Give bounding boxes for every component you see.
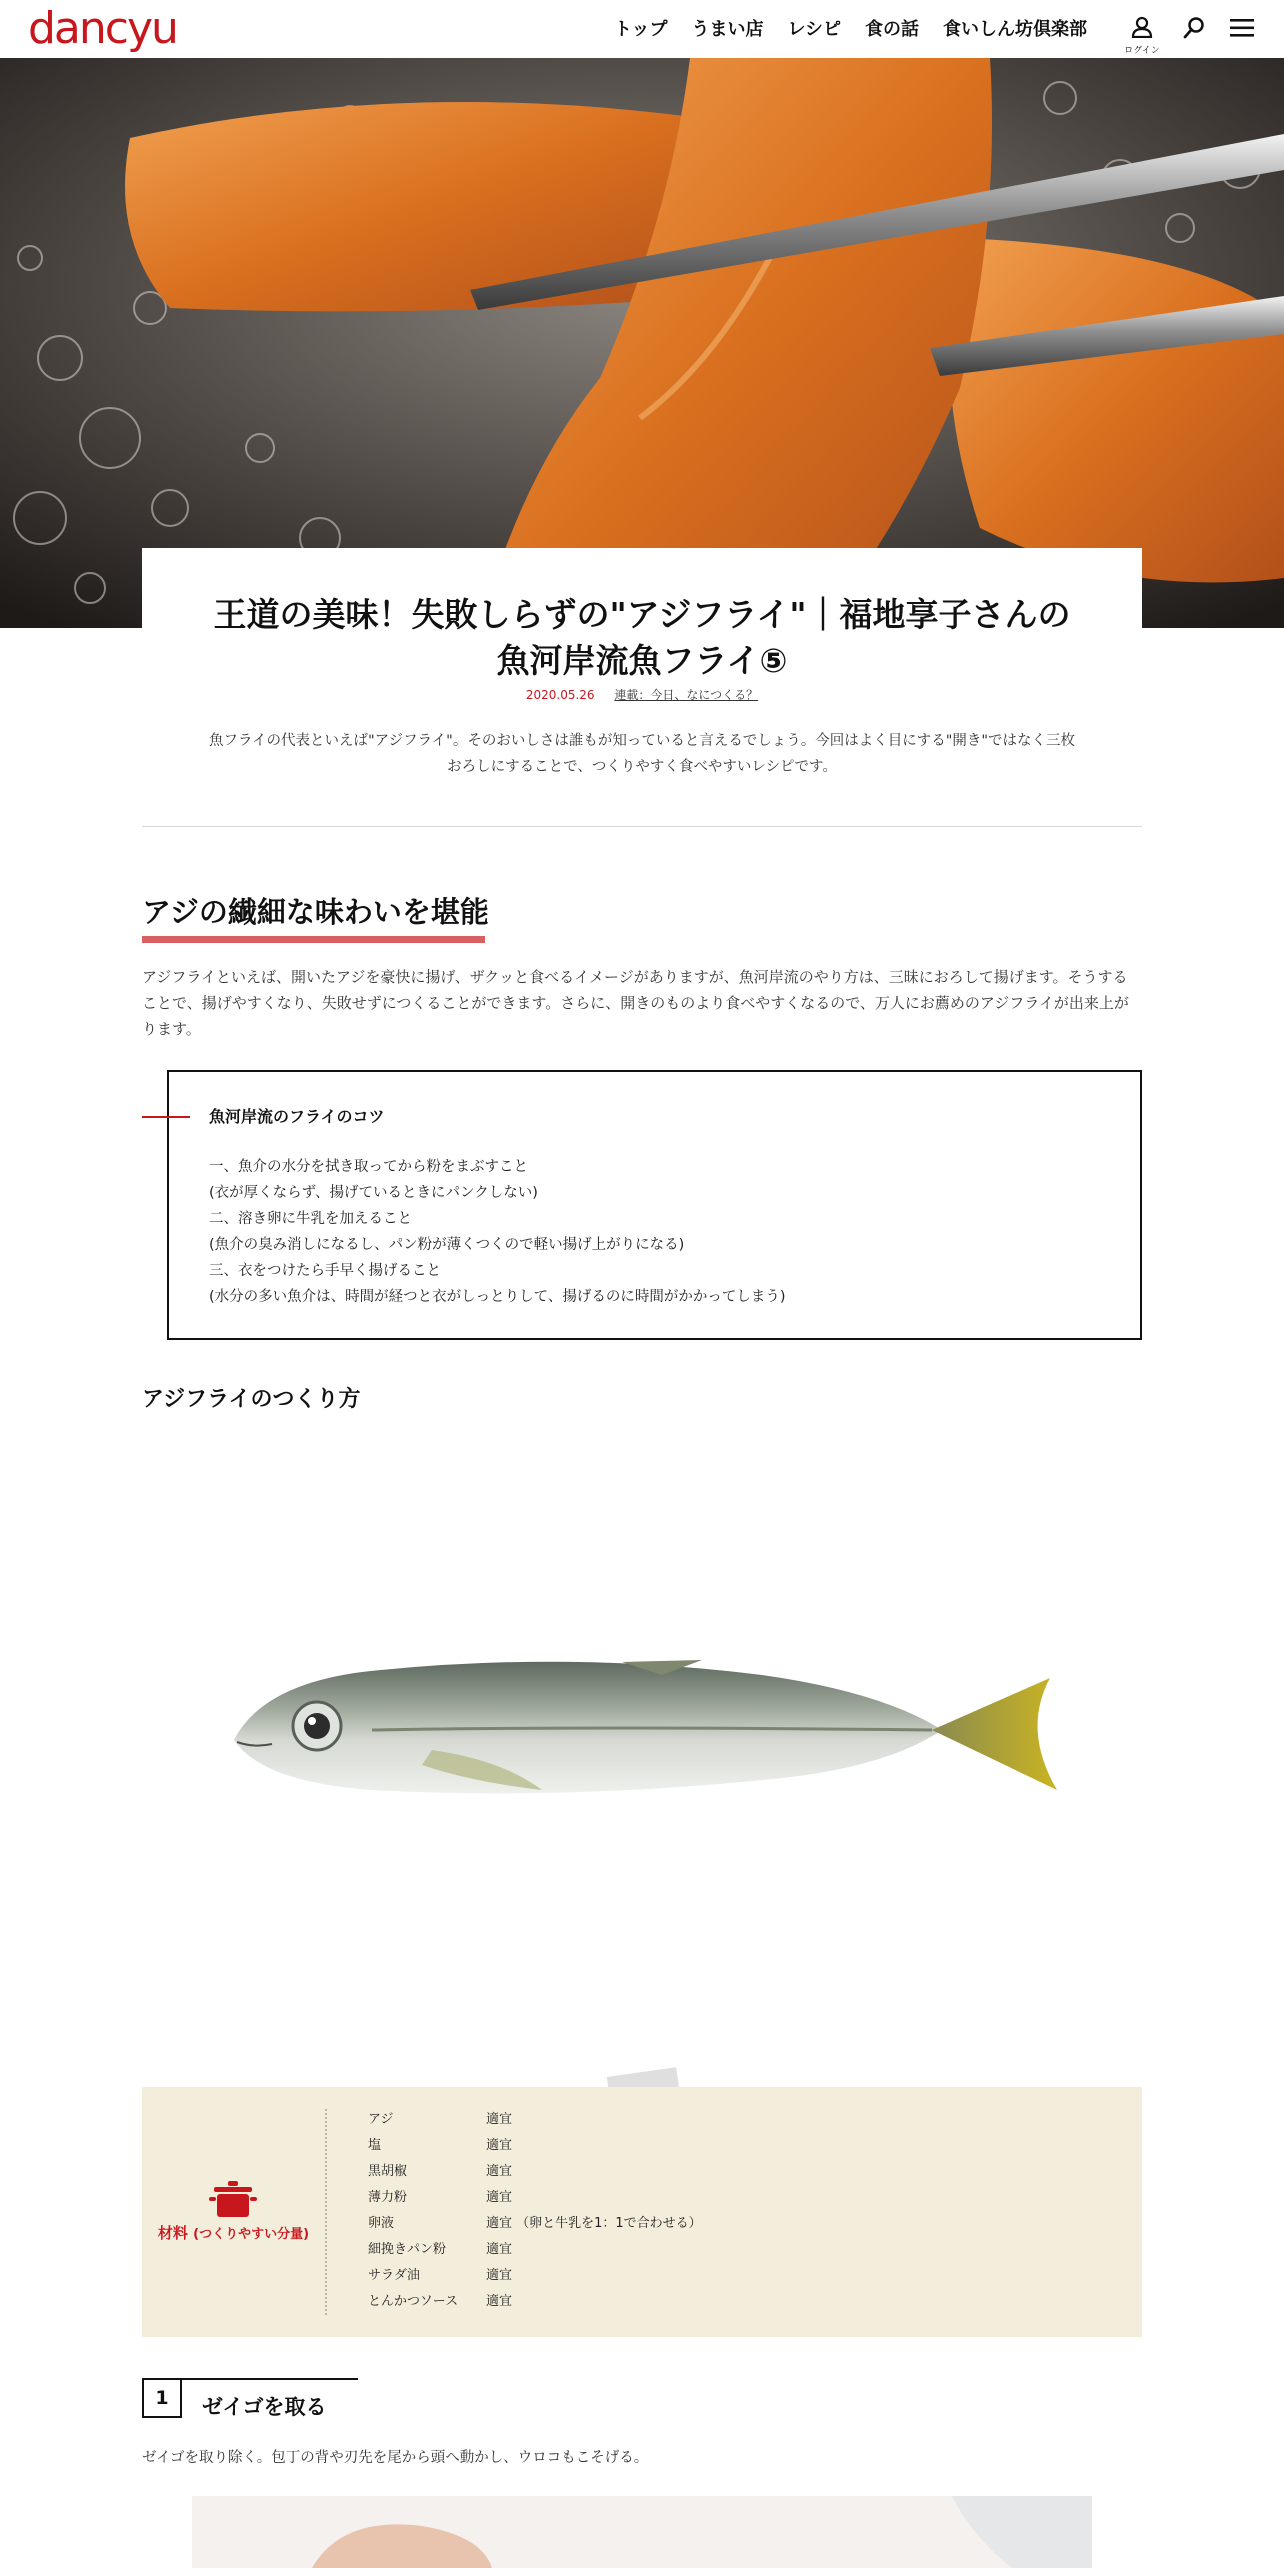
step-photo-image [192, 2496, 1092, 2568]
ingredient-qty: 適宜 [486, 2138, 513, 2153]
publish-date: 2020.05.26 [525, 688, 595, 702]
ingredient-row [368, 2289, 702, 2315]
ingredient-row [368, 2107, 702, 2133]
lead-line-1: 魚フライの代表といえば"アジフライ"。そのおいしさは誰もが知っていると言えるでしょう。今回はよく目にする"開き"ではなく三枚 [208, 733, 1076, 749]
login-label: ログイン [1124, 46, 1160, 56]
menu-button[interactable] [1230, 18, 1254, 42]
pot-icon [208, 2179, 258, 2219]
lead-paragraph [188, 728, 1096, 780]
ingredient-name: サラダ油 [368, 2268, 420, 2283]
nav-item-food-stories[interactable]: 食の話 [865, 19, 920, 40]
ingredients-label [142, 2222, 325, 2243]
lead-line-2: おろしにすることで、つくりやすく食べやすいレシピです。 [447, 759, 837, 775]
hamburger-menu-icon [1230, 18, 1254, 38]
ingredients-label-area [142, 2087, 325, 2337]
title-card [142, 548, 1142, 698]
series-link[interactable]: 連載：今日、なにつくる？ [614, 688, 759, 702]
ingredients-table [368, 2107, 702, 2315]
tip-item: 一、魚介の水分を拭き取ってから粉をまぶすこと [209, 1159, 528, 1175]
step-header-line [182, 2378, 358, 2380]
section-heading: アジの繊細な味わいを堪能 [142, 895, 489, 929]
ingredient-qty: 適宜 [486, 2294, 513, 2309]
step-title: ゼイゴを取る [202, 2395, 327, 2419]
hero-photo [0, 58, 1284, 628]
site-header [0, 0, 1284, 58]
nav-item-recipes[interactable]: レシピ [787, 19, 842, 40]
tip-item: 三、衣をつけたら手早く揚げること [209, 1263, 441, 1279]
ingredient-qty: 適宜 [486, 2190, 513, 2205]
nav-item-top[interactable]: トップ [614, 19, 668, 40]
ingredient-name: 黒胡椒 [368, 2164, 408, 2179]
article-meta [0, 686, 1284, 703]
tip-item: (衣が厚くならず、揚げているときにパンクしない) [209, 1185, 538, 1201]
divider [142, 826, 1142, 827]
ingredient-name: アジ [368, 2112, 394, 2127]
ingredient-qty: 適宜 （卵と牛乳を1：1で合わせる） [486, 2216, 702, 2231]
horse-mackerel-image [142, 1430, 1142, 2070]
ingredients-box [142, 2087, 1142, 2337]
ingredient-name: 薄力粉 [368, 2190, 408, 2205]
step-photo [192, 2496, 1092, 2568]
ingredient-row [368, 2263, 702, 2289]
login-button[interactable] [1122, 16, 1162, 56]
search-icon [1182, 16, 1206, 40]
section-body-line-1: アジフライといえば、開いたアジを豪快に揚げ、ザクッと食べるイメージがありますが、魚河岸流のやり方は、三昧におろして揚げます。そうする [142, 968, 1128, 986]
tip-item: (魚介の臭み消しになるし、パン粉が薄くつくので軽い揚げ上がりになる) [209, 1237, 685, 1253]
tips-list [209, 1154, 786, 1310]
tips-accent-line [142, 1116, 190, 1118]
section-body [142, 964, 1142, 1042]
ingredients-separator [325, 2109, 327, 2315]
section-body-line-2: ことで、揚げやすくなり、失敗せずにつくることができます。さらに、開きのものより食べやすくなるので、万人にお薦めのアジフライが出来上が [142, 994, 1129, 1012]
ingredient-name: 卵液 [368, 2216, 395, 2231]
nav-item-club[interactable]: 食いしん坊倶楽部 [943, 19, 1088, 40]
ingredient-qty: 適宜 [486, 2112, 513, 2127]
step-text: ゼイゴを取り除く。包丁の背や刃先を尾から頭へ動かし、ウロコもこそげる。 [142, 2450, 649, 2466]
ingredient-row [368, 2185, 702, 2211]
logo[interactable]: dancyu [28, 3, 177, 54]
howto-heading: アジフライのつくり方 [142, 1387, 361, 1412]
main-nav [614, 16, 1111, 44]
page-title [142, 592, 1142, 684]
fried-fish-in-oil-image [0, 58, 1284, 628]
ingredient-name: とんかつソース [368, 2294, 459, 2309]
user-icon [1131, 16, 1153, 38]
ingredient-row [368, 2133, 702, 2159]
ingredients-title: 材料 [157, 2224, 188, 2242]
page-title-line-1: 王道の美味！失敗しらずの"アジフライ"｜福地享子さんの [213, 595, 1071, 634]
ingredient-row [368, 2211, 702, 2237]
section-body-line-3: ります。 [142, 1020, 201, 1038]
tips-title: 魚河岸流のフライのコツ [209, 1107, 385, 1126]
nav-item-restaurants[interactable]: うまい店 [691, 19, 764, 40]
tip-item: (水分の多い魚介は、時間が経つと衣がしっとりして、揚げるのに時間がかかってしまう) [209, 1289, 786, 1305]
ingredient-qty: 適宜 [486, 2268, 513, 2283]
horse-mackerel-photo [142, 1430, 1142, 2070]
ingredient-name: 塩 [368, 2138, 382, 2153]
ingredient-row [368, 2237, 702, 2263]
section-heading-underline [142, 936, 485, 943]
ingredient-name: 細挽きパン粉 [368, 2242, 447, 2257]
page-title-line-2: 魚河岸流魚フライ⑤ [496, 641, 788, 680]
search-button[interactable] [1182, 16, 1206, 44]
step-number: 1 [142, 2378, 182, 2418]
ingredient-row [368, 2159, 702, 2185]
ingredient-qty: 適宜 [486, 2242, 513, 2257]
tip-item: 二、溶き卵に牛乳を加えること [209, 1211, 412, 1227]
ingredients-note: (つくりやすい分量) [193, 2227, 310, 2242]
ingredient-qty: 適宜 [486, 2164, 513, 2179]
